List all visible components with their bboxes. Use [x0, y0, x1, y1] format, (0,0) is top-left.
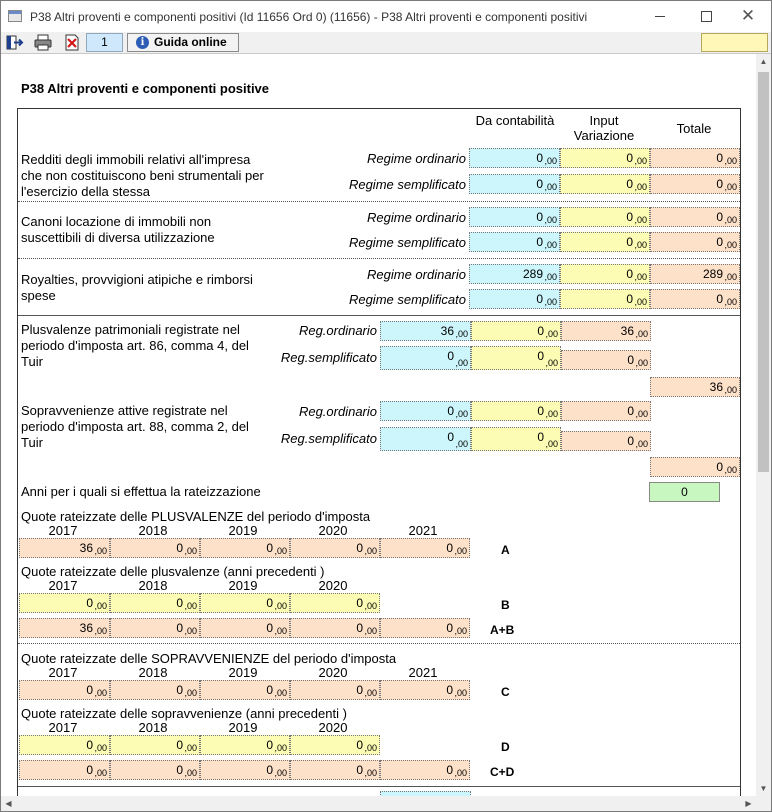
info-icon: i [136, 36, 149, 49]
quota-c-2019: 0 ,00 [200, 680, 290, 700]
quota-d-2018[interactable]: 0 ,00 [110, 735, 200, 755]
sopravvenienze-semplificato-contabilita[interactable]: 0 ,00 [380, 427, 471, 451]
year-label: 2017 [48, 665, 78, 680]
quota-c-2018: 0 ,00 [110, 680, 200, 700]
sopravvenienze-semplificato-variazione[interactable]: 0 ,00 [471, 427, 561, 451]
label-sopravvenienze: Sopravvenienze attive registrate nel periodo d'imposta art. 88, comma 2, del Tuir [21, 403, 249, 450]
year-label: 2021 [408, 665, 438, 680]
quota-b-2018[interactable]: 0 ,00 [110, 593, 200, 613]
year-label: 2017 [48, 720, 78, 735]
quota-ab-2021: 0 ,00 [380, 618, 470, 638]
quota-cd-2018: 0 ,00 [110, 760, 200, 780]
header-totale: Totale [676, 121, 712, 136]
quota-b-2020[interactable]: 0 ,00 [290, 593, 380, 613]
close-button[interactable]: ✕ [740, 6, 756, 25]
quota-cd-2020: 0 ,00 [290, 760, 380, 780]
window-title: P38 Altri proventi e componenti positivi (Id 11656 Ord 0) (11656) - P38 Altri proventi e componenti positivi [30, 10, 588, 24]
quota-cd-2017: 0 ,00 [19, 760, 110, 780]
page-title: P38 Altri proventi e componenti positive [21, 81, 270, 96]
label-regime-semplificato: Regime semplificato [348, 235, 466, 250]
redditi-semplificato-totale: 0 ,00 [650, 174, 740, 194]
letter-b: B [501, 598, 510, 612]
scrollbar-thumb[interactable] [758, 72, 769, 472]
scroll-up-icon[interactable]: ▲ [759, 57, 768, 66]
label-quote-sopravvenienze-prec: Quote rateizzate delle sopravvenienze (anni precedenti ) [21, 706, 347, 721]
divider [18, 258, 740, 259]
sopravvenienze-semplificato-totale: 0 ,00 [561, 431, 651, 451]
divider [18, 201, 740, 202]
label-regime-ordinario: Regime ordinario [367, 267, 466, 282]
quota-ab-2020: 0 ,00 [290, 618, 380, 638]
quota-ab-2018: 0 ,00 [110, 618, 200, 638]
letter-a-plus-b: A+B [490, 623, 515, 637]
title-bar [1, 1, 771, 32]
year-label: 2021 [408, 523, 438, 538]
letter-c: C [501, 685, 510, 699]
quota-cd-2019: 0 ,00 [200, 760, 290, 780]
canoni-ordinario-contabilita[interactable]: 0 ,00 [469, 207, 560, 227]
printer-icon[interactable] [34, 34, 52, 51]
year-label: 2019 [228, 523, 258, 538]
year-label: 2019 [228, 578, 258, 593]
label-canoni: Canoni locazione di immobili non suscettibili di diversa utilizzazione [21, 214, 215, 245]
label-reg-ordinario: Reg.ordinario [298, 323, 377, 338]
online-guide-label: Guida online [154, 35, 227, 49]
royalties-ordinario-contabilita[interactable]: 289 ,00 [469, 264, 560, 284]
scrollbar-corner [756, 796, 771, 811]
plusvalenze-semplificato-variazione[interactable]: 0 ,00 [471, 346, 561, 370]
quota-d-2017[interactable]: 0 ,00 [19, 735, 110, 755]
year-label: 2020 [318, 578, 348, 593]
anni-rateizzazione-field[interactable]: 0 [649, 482, 720, 502]
divider [18, 643, 740, 644]
sopravvenienze-ordinario-variazione[interactable]: 0 ,00 [471, 401, 561, 421]
label-regime-ordinario: Regime ordinario [367, 210, 466, 225]
quota-a-2018: 0 ,00 [110, 538, 200, 558]
canoni-semplificato-totale: 0 ,00 [650, 232, 740, 252]
canoni-semplificato-contabilita[interactable]: 0 ,00 [469, 232, 560, 252]
label-regime-semplificato: Regime semplificato [348, 177, 466, 192]
plusvalenze-ordinario-variazione[interactable]: 0 ,00 [471, 321, 561, 341]
divider [18, 315, 740, 316]
horizontal-scrollbar[interactable] [1, 796, 756, 811]
quota-d-2019[interactable]: 0 ,00 [200, 735, 290, 755]
redditi-ordinario-contabilita[interactable]: 0 ,00 [469, 148, 560, 168]
label-quote-plusvalenze-prec: Quote rateizzate delle plusvalenze (anni precedenti ) [21, 564, 325, 579]
quota-b-2019[interactable]: 0 ,00 [200, 593, 290, 613]
year-label: 2017 [48, 523, 78, 538]
canoni-ordinario-variazione[interactable]: 0 ,00 [560, 207, 650, 227]
redditi-semplificato-variazione[interactable]: 0 ,00 [560, 174, 650, 194]
quota-a-2017: 36 ,00 [19, 538, 110, 558]
sopravvenienze-ordinario-totale: 0 ,00 [561, 401, 651, 421]
year-label: 2020 [318, 720, 348, 735]
year-label: 2020 [318, 665, 348, 680]
minimize-button[interactable] [638, 1, 682, 32]
redditi-semplificato-contabilita[interactable]: 0 ,00 [469, 174, 560, 194]
royalties-semplificato-variazione[interactable]: 0 ,00 [560, 289, 650, 309]
label-quote-plusvalenze: Quote rateizzate delle PLUSVALENZE del periodo d'imposta [21, 509, 371, 524]
maximize-button[interactable] [684, 1, 728, 32]
label-anni-rateizzazione: Anni per i quali si effettua la rateizzazione [21, 484, 261, 499]
app-icon [8, 10, 22, 22]
exit-icon[interactable] [6, 34, 24, 51]
label-regime-ordinario: Regime ordinario [367, 151, 466, 166]
year-label: 2019 [228, 720, 258, 735]
scroll-left-icon[interactable]: ◀ [5, 799, 12, 808]
quota-ab-2017: 36 ,00 [19, 618, 110, 638]
royalties-ordinario-variazione[interactable]: 0 ,00 [560, 264, 650, 284]
label-reg-ordinario: Reg.ordinario [298, 404, 377, 419]
plusvalenze-totale: 36 ,00 [650, 377, 740, 397]
label-reg-semplificato: Reg.semplificato [280, 431, 377, 446]
redditi-ordinario-totale: 0 ,00 [650, 148, 740, 168]
online-guide-button[interactable] [127, 33, 239, 52]
letter-c-plus-d: C+D [490, 765, 515, 779]
quota-a-2019: 0 ,00 [200, 538, 290, 558]
quota-c-2021: 0 ,00 [380, 680, 470, 700]
toolbar [1, 32, 771, 54]
label-regime-semplificato: Regime semplificato [348, 292, 466, 307]
label-reg-semplificato: Reg.semplificato [280, 350, 377, 365]
header-da-contabilita: Da contabilità [475, 113, 555, 128]
toolbar-yellow-field[interactable] [701, 33, 768, 52]
plusvalenze-semplificato-contabilita[interactable]: 0 ,00 [380, 346, 471, 370]
scroll-right-icon[interactable]: ▶ [745, 799, 752, 808]
year-label: 2018 [138, 578, 168, 593]
sopravvenienze-ordinario-contabilita[interactable]: 0 ,00 [380, 401, 471, 421]
royalties-semplificato-contabilita[interactable]: 0 ,00 [469, 289, 560, 309]
plusvalenze-ordinario-totale: 36 ,00 [561, 321, 651, 341]
label-redditi: Redditi degli immobili relativi all'impresa che non costituiscono beni strumentali per l'esercizio della stessa [21, 152, 264, 199]
quota-c-2020: 0 ,00 [290, 680, 380, 700]
redditi-ordinario-variazione[interactable]: 0 ,00 [560, 148, 650, 168]
plusvalenze-semplificato-totale: 0 ,00 [561, 350, 651, 370]
royalties-ordinario-totale: 289 ,00 [650, 264, 740, 284]
quota-a-2021: 0 ,00 [380, 538, 470, 558]
vertical-scrollbar[interactable] [756, 54, 771, 796]
quota-cd-2021: 0 ,00 [380, 760, 470, 780]
canoni-semplificato-variazione[interactable]: 0 ,00 [560, 232, 650, 252]
header-input-variazione: Input Variazione [573, 113, 635, 143]
year-label: 2018 [138, 665, 168, 680]
quota-ab-2019: 0 ,00 [200, 618, 290, 638]
sopravvenienze-totale: 0 ,00 [650, 457, 740, 477]
form-content [4, 54, 756, 796]
year-label: 2020 [318, 523, 348, 538]
royalties-semplificato-totale: 0 ,00 [650, 289, 740, 309]
label-royalties: Royalties, provvigioni atipiche e rimborsi spese [21, 272, 253, 303]
label-quote-sopravvenienze: Quote rateizzate delle SOPRAVVENIENZE del periodo d'imposta [21, 651, 397, 666]
scroll-down-icon[interactable]: ▼ [759, 784, 768, 793]
year-label: 2018 [138, 720, 168, 735]
letter-d: D [501, 740, 510, 754]
plusvalenze-ordinario-contabilita[interactable]: 36 ,00 [380, 321, 471, 341]
divider [18, 786, 740, 787]
canoni-ordinario-totale: 0 ,00 [650, 207, 740, 227]
quota-c-2017: 0 ,00 [19, 680, 110, 700]
quota-b-2017[interactable]: 0 ,00 [19, 593, 110, 613]
quota-d-2020[interactable]: 0 ,00 [290, 735, 380, 755]
page-number-field[interactable]: 1 [86, 33, 123, 52]
year-label: 2018 [138, 523, 168, 538]
year-label: 2017 [48, 578, 78, 593]
letter-a: A [501, 543, 510, 557]
quota-a-2020: 0 ,00 [290, 538, 380, 558]
label-plusvalenze: Plusvalenze patrimoniali registrate nel periodo d'imposta art. 86, comma 4, del Tuir [21, 322, 249, 369]
year-label: 2019 [228, 665, 258, 680]
delete-document-icon[interactable] [63, 34, 81, 51]
